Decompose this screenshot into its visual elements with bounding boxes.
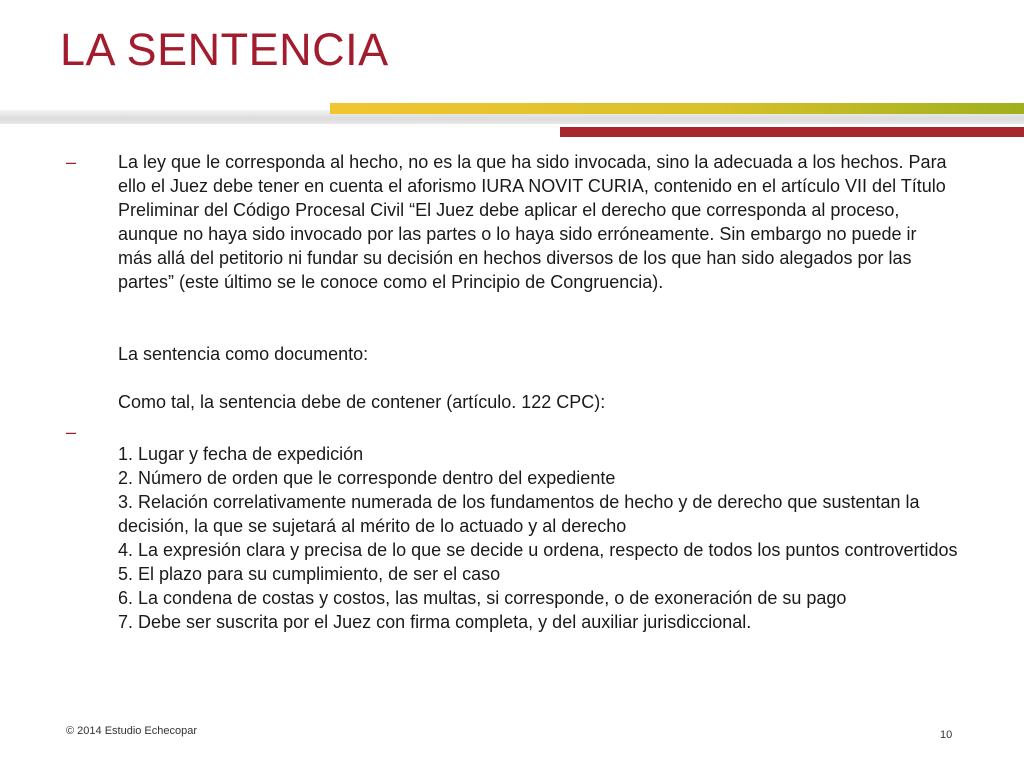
header-divider-gold (330, 103, 1024, 114)
slide-title: LA SENTENCIA (60, 24, 389, 75)
page-number: 10 (940, 729, 953, 741)
intro-line: Como tal, la sentencia debe de contener (artículo. 122 CPC): (118, 392, 606, 412)
header-divider-red (560, 127, 1024, 137)
subheading: La sentencia como documento: (118, 344, 369, 364)
footer-copyright: © 2014 Estudio Echecopar (66, 725, 198, 737)
list-item: 2. Número de orden que le corresponde dentro del expediente (118, 468, 616, 488)
requirements-list (118, 442, 958, 634)
list-item: 1. Lugar y fecha de expedición (118, 444, 364, 464)
list-item: 6. La condena de costas y costos, las multas, si corresponde, o de exoneración de su pago (118, 588, 847, 608)
body-paragraph: La ley que le corresponda al hecho, no es la que ha sido invocada, sino la adecuada a los hechos. Para ello el Juez debe tener en cuenta el aforismo IURA NOVIT CURIA, contenido en el artículo VII del Título Preliminar del Código Procesal Civil “El Juez debe aplicar el derecho que corresponda al proceso, aunque no haya sido invocado por las partes o lo haya sido erróneamente. Sin embargo no puede ir más allá del petitorio ni fundar su decisión en hechos diversos de los que han sido alegados por las partes” (este último se le conoce como el Principio de Congruencia). (118, 152, 947, 292)
list-item: 3. Relación correlativamente numerada de los fundamentos de hecho y de derecho que sustentan la decisión, la que se sujetará al mérito de lo actuado y al derecho (118, 492, 920, 536)
list-item: 7. Debe ser suscrita por el Juez con firma completa, y del auxiliar jurisdiccional. (118, 612, 752, 632)
bullet-dash-1: – (66, 152, 77, 172)
bullet-dash-2: – (66, 422, 77, 442)
list-item: 5. El plazo para su cumplimiento, de ser el caso (118, 564, 501, 584)
list-item: 4. La expresión clara y precisa de lo que se decide u ordena, respecto de todos los puntos controvertidos (118, 540, 958, 560)
